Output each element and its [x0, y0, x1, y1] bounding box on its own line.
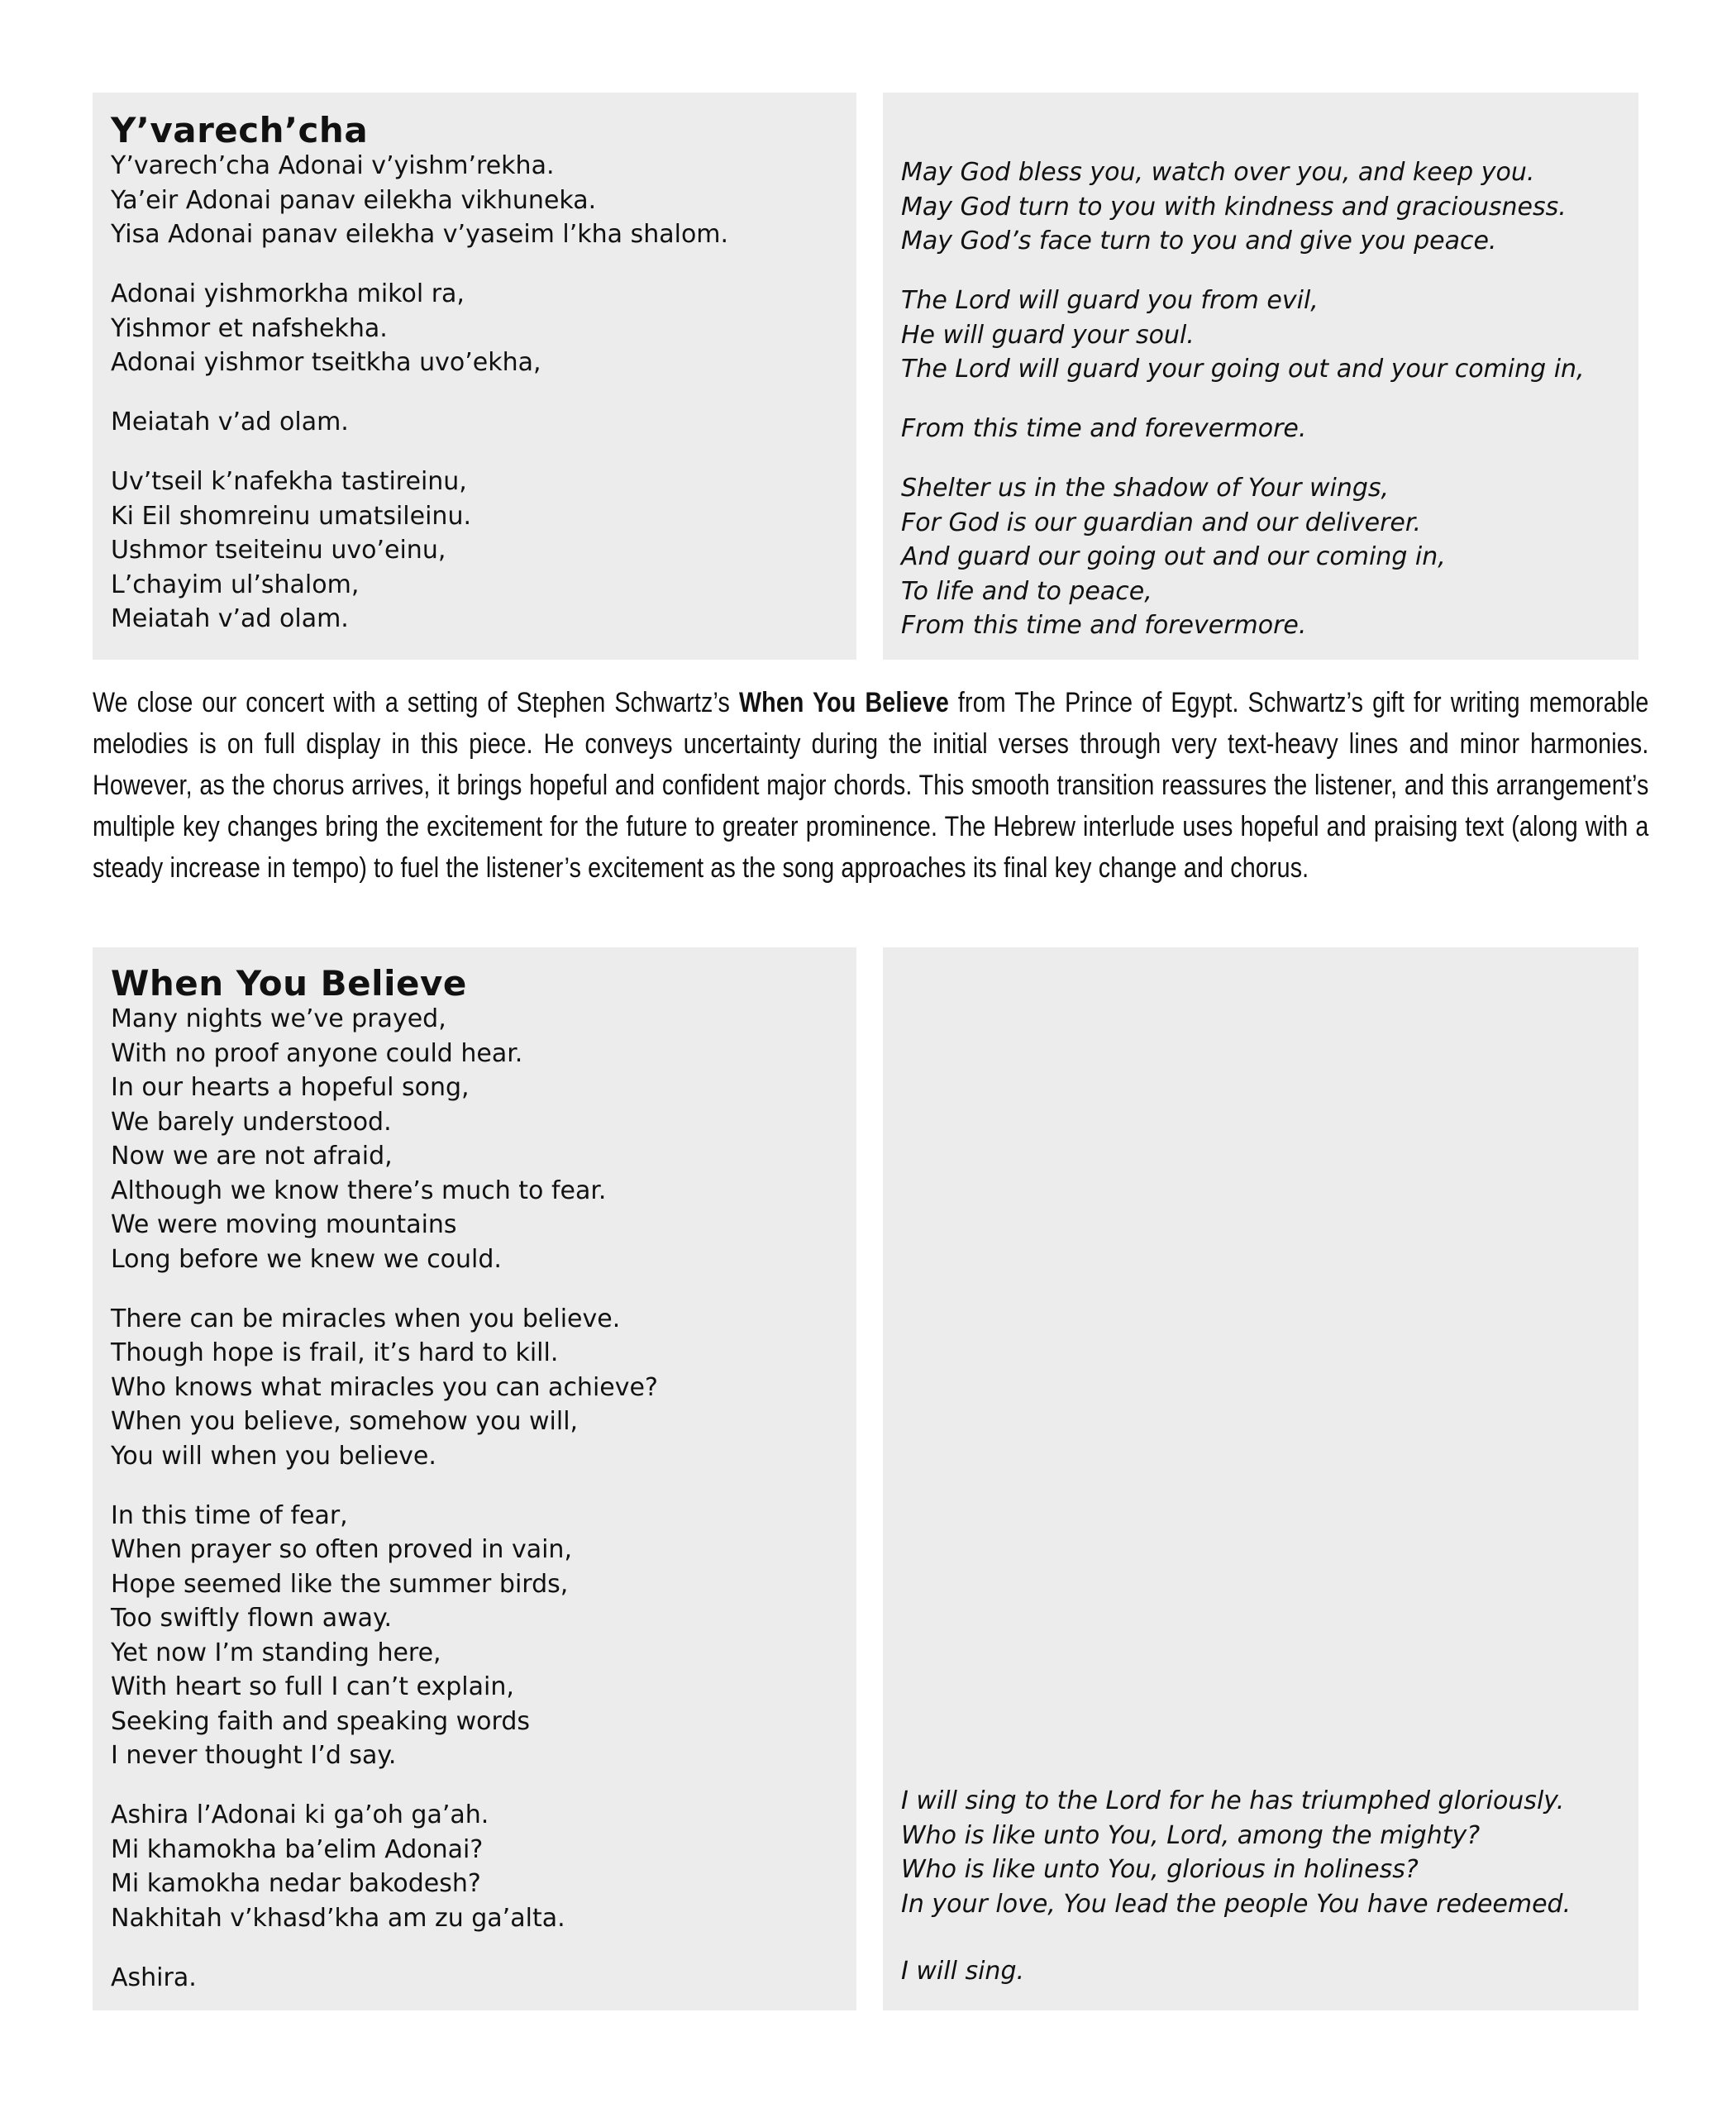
lyric-line: Ashira. [111, 1963, 197, 1992]
lyric-line: When prayer so often proved in vain, [111, 1535, 572, 1564]
translation-line: From this time and forevermore. [901, 611, 1307, 640]
lyric-line: Seeking faith and speaking words [111, 1706, 531, 1736]
hebrew-stanza-3 [111, 405, 848, 440]
lyric-line: Ushmor tseiteinu uvo’einu, [111, 536, 446, 565]
lyric-line: When you believe, somehow you will, [111, 1407, 579, 1436]
program-note-song-title: When You Believe [738, 687, 949, 718]
lyric-line: Hope seemed like the summer birds, [111, 1569, 569, 1599]
translation-line: And guard our going out and our coming in, [901, 542, 1446, 571]
lyric-line: Although we know there’s much to fear. [111, 1176, 607, 1205]
lyric-line: You will when you believe. [111, 1441, 436, 1471]
lyrics-stanza-2 [111, 1302, 848, 1474]
translation-line: I will sing. [901, 1957, 1025, 1986]
lyrics-stanza-4 [111, 1798, 848, 1935]
translation-line: In your love, You lead the people You have redeemed. [901, 1889, 1571, 1919]
translation-line: May God bless you, watch over you, and keep you. [901, 158, 1535, 187]
lyric-line: Though hope is frail, it’s hard to kill. [111, 1338, 559, 1367]
lyric-line: Uv’tseil k’nafekha tastireinu, [111, 467, 467, 496]
translation-line: May God turn to you with kindness and graciousness. [901, 192, 1567, 222]
translation-line: To life and to peace, [901, 576, 1152, 606]
lyric-line: Yisa Adonai panav eilekha v’yaseim l’kha shalom. [111, 220, 729, 249]
translation-stanza-1 [901, 1784, 1630, 1921]
lyric-line: With heart so full I can’t explain, [111, 1672, 514, 1701]
lyric-line: In this time of fear, [111, 1500, 348, 1530]
yvarechcha-hebrew-box [93, 93, 856, 660]
lyric-line: We barely understood. [111, 1107, 392, 1137]
hebrew-stanza-1 [111, 149, 848, 252]
lyric-line: Meiatah v’ad olam. [111, 604, 349, 633]
english-stanza-2 [901, 284, 1630, 387]
translation-line: I will sing to the Lord for he has triumphed gloriously. [901, 1786, 1565, 1815]
lyric-line: Many nights we’ve prayed, [111, 1004, 446, 1033]
english-stanza-3 [901, 412, 1630, 446]
lyric-line: Mi khamokha ba’elim Adonai? [111, 1834, 484, 1864]
translation-stanza-2 [901, 1954, 1630, 1989]
lyric-line: Ashira l’Adonai ki ga’oh ga’ah. [111, 1800, 489, 1829]
translation-line: Who is like unto You, Lord, among the mighty? [901, 1820, 1481, 1850]
lyric-line: Meiatah v’ad olam. [111, 408, 349, 436]
translation-line: He will guard your soul. [901, 320, 1195, 350]
lyric-line: Ya’eir Adonai panav eilekha vikhuneka. [111, 185, 597, 215]
translation-line: Who is like unto You, glorious in holiness? [901, 1855, 1419, 1884]
translation-line: May God’s face turn to you and give you peace. [901, 227, 1497, 255]
translation-line: Shelter us in the shadow of Your wings, [901, 474, 1390, 503]
lyric-line: Ki Eil shomreinu umatsileinu. [111, 501, 471, 531]
lyric-line: We were moving mountains [111, 1210, 457, 1239]
yvarechcha-title: Y’varech’cha [111, 110, 369, 150]
lyric-line: L’chayim ul’shalom, [111, 570, 360, 599]
lyrics-stanza-5 [111, 1961, 848, 1996]
translation-line: For God is our guardian and our deliverer. [901, 508, 1421, 537]
lyric-line: Who knows what miracles you can achieve? [111, 1372, 658, 1402]
program-note [93, 682, 1648, 889]
lyric-line: Long before we knew we could. [111, 1244, 502, 1274]
lyrics-stanza-3 [111, 1499, 848, 1773]
translation-line: The Lord will guard your going out and your coming in, [901, 355, 1585, 384]
when-you-believe-lyrics-box [93, 947, 856, 2010]
english-stanza-1 [901, 155, 1630, 259]
lyric-line: In our hearts a hopeful song, [111, 1073, 470, 1102]
translation-line: From this time and forevermore. [901, 414, 1307, 443]
lyric-line: Y’varech’cha Adonai v’yishm’rekha. [111, 151, 555, 180]
lyric-line: Yet now I’m standing here, [111, 1638, 441, 1667]
lyric-line: Adonai yishmorkha mikol ra, [111, 279, 465, 308]
when-you-believe-title: When You Believe [111, 963, 467, 1004]
lyric-line: Mi kamokha nedar bakodesh? [111, 1869, 481, 1898]
hebrew-stanza-4 [111, 465, 848, 637]
lyric-line: I never thought I’d say. [111, 1741, 397, 1770]
lyric-line: Now we are not afraid, [111, 1142, 393, 1171]
lyric-line: Yishmor et nafshekha. [111, 313, 388, 343]
lyric-line: With no proof anyone could hear. [111, 1038, 523, 1068]
lyric-line: Too swiftly flown away. [111, 1604, 393, 1633]
translation-line: The Lord will guard you from evil, [901, 286, 1319, 315]
lyric-line: Nakhitah v’khasd’kha am zu ga’alta. [111, 1903, 565, 1933]
hebrew-stanza-2 [111, 277, 848, 380]
when-you-believe-translation-box [883, 947, 1638, 2010]
program-note-text: We close our concert with a setting of Stephen Schwartz’s [93, 687, 739, 718]
lyric-line: Adonai yishmor tseitkha uvo’ekha, [111, 348, 541, 377]
english-stanza-4 [901, 471, 1630, 643]
lyric-line: There can be miracles when you believe. [111, 1304, 621, 1333]
yvarechcha-english-box [883, 93, 1638, 660]
program-note-text: from The Prince of Egypt. Schwartz’s gift for writing memorable melodies is on full display in this piece. He conveys uncertainty during the initial verses through very text-heavy lines and minor harmonies. However, as the chorus arrives, it brings hopeful and confident major chords. This smooth transition reassures the listener, and this arrangement’s multiple key changes bring the excitement for the future to greater prominence. The Hebrew interlude uses hopeful and praising text (along with a steady increase in tempo) to fuel the listener’s excitement as the song approaches its final key change and chorus. [93, 687, 1649, 884]
lyrics-stanza-1 [111, 1002, 848, 1276]
